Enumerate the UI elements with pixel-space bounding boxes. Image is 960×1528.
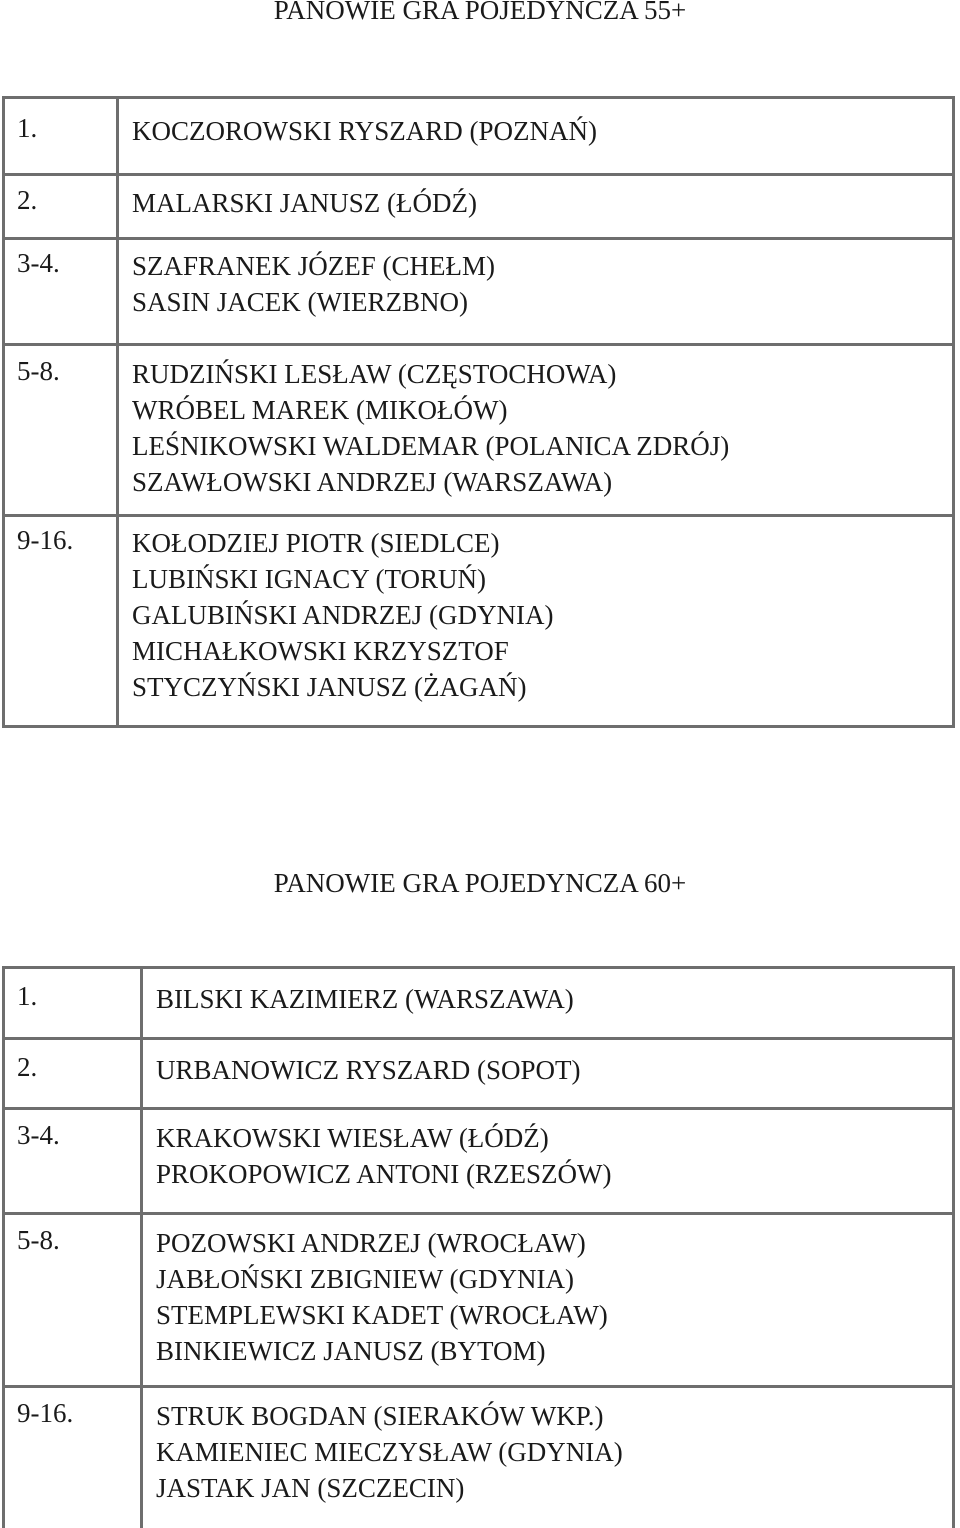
player-name: POZOWSKI ANDRZEJ (WROCŁAW) [156, 1225, 952, 1261]
player-name: RUDZIŃSKI LESŁAW (CZĘSTOCHOWA) [132, 356, 952, 392]
table-row [4, 345, 954, 516]
names-cell [118, 239, 954, 345]
player-name: WRÓBEL MAREK (MIKOŁÓW) [132, 392, 952, 428]
player-name: LUBIŃSKI IGNACY (TORUŃ) [132, 561, 952, 597]
player-name: PROKOPOWICZ ANTONI (RZESZÓW) [156, 1156, 952, 1192]
place-cell: 3-4. [4, 239, 118, 345]
player-name: STYCZYŃSKI JANUSZ (ŻAGAŃ) [132, 669, 952, 705]
table-row [4, 968, 954, 1039]
player-name: KRAKOWSKI WIESŁAW (ŁÓDŹ) [156, 1120, 952, 1156]
player-name: KOŁODZIEJ PIOTR (SIEDLCE) [132, 525, 952, 561]
player-name: SZAWŁOWSKI ANDRZEJ (WARSZAWA) [132, 464, 952, 500]
names-cell [142, 1039, 954, 1109]
place-cell: 1. [4, 968, 142, 1039]
table-row [4, 1387, 954, 1528]
place-cell: 9-16. [4, 1387, 142, 1528]
names-cell [118, 98, 954, 175]
player-name: MICHAŁKOWSKI KRZYSZTOF [132, 633, 952, 669]
names-cell [142, 1214, 954, 1387]
place-cell: 5-8. [4, 345, 118, 516]
names-cell [142, 1109, 954, 1214]
place-cell: 1. [4, 98, 118, 175]
table-row [4, 1109, 954, 1214]
names-cell [118, 345, 954, 516]
place-cell: 5-8. [4, 1214, 142, 1387]
section-title-55: PANOWIE GRA POJEDYNCZA 55+ [0, 0, 960, 26]
results-table-55 [2, 96, 955, 728]
place-cell: 2. [4, 175, 118, 239]
player-name: STEMPLEWSKI KADET (WROCŁAW) [156, 1297, 952, 1333]
place-cell: 9-16. [4, 516, 118, 727]
player-name: GALUBIŃSKI ANDRZEJ (GDYNIA) [132, 597, 952, 633]
player-name: KOCZOROWSKI RYSZARD (POZNAŃ) [132, 113, 952, 149]
names-cell [118, 175, 954, 239]
table-row [4, 98, 954, 175]
player-name: STRUK BOGDAN (SIERAKÓW WKP.) [156, 1398, 952, 1434]
section-title-60: PANOWIE GRA POJEDYNCZA 60+ [0, 867, 960, 899]
table-row [4, 1039, 954, 1109]
player-name: JABŁOŃSKI ZBIGNIEW (GDYNIA) [156, 1261, 952, 1297]
table-row [4, 1214, 954, 1387]
table-row [4, 239, 954, 345]
results-table-60 [2, 966, 955, 1528]
place-cell: 2. [4, 1039, 142, 1109]
player-name: LEŚNIKOWSKI WALDEMAR (POLANICA ZDRÓJ) [132, 428, 952, 464]
names-cell [118, 516, 954, 727]
player-name: JASTAK JAN (SZCZECIN) [156, 1470, 952, 1506]
names-cell [142, 1387, 954, 1528]
player-name: URBANOWICZ RYSZARD (SOPOT) [156, 1052, 952, 1088]
player-name: MALARSKI JANUSZ (ŁÓDŹ) [132, 185, 952, 221]
table-row [4, 516, 954, 727]
player-name: BINKIEWICZ JANUSZ (BYTOM) [156, 1333, 952, 1369]
player-name: BILSKI KAZIMIERZ (WARSZAWA) [156, 981, 952, 1017]
table-row [4, 175, 954, 239]
names-cell [142, 968, 954, 1039]
player-name: SASIN JACEK (WIERZBNO) [132, 284, 952, 320]
player-name: KAMIENIEC MIECZYSŁAW (GDYNIA) [156, 1434, 952, 1470]
player-name: SZAFRANEK JÓZEF (CHEŁM) [132, 248, 952, 284]
place-cell: 3-4. [4, 1109, 142, 1214]
